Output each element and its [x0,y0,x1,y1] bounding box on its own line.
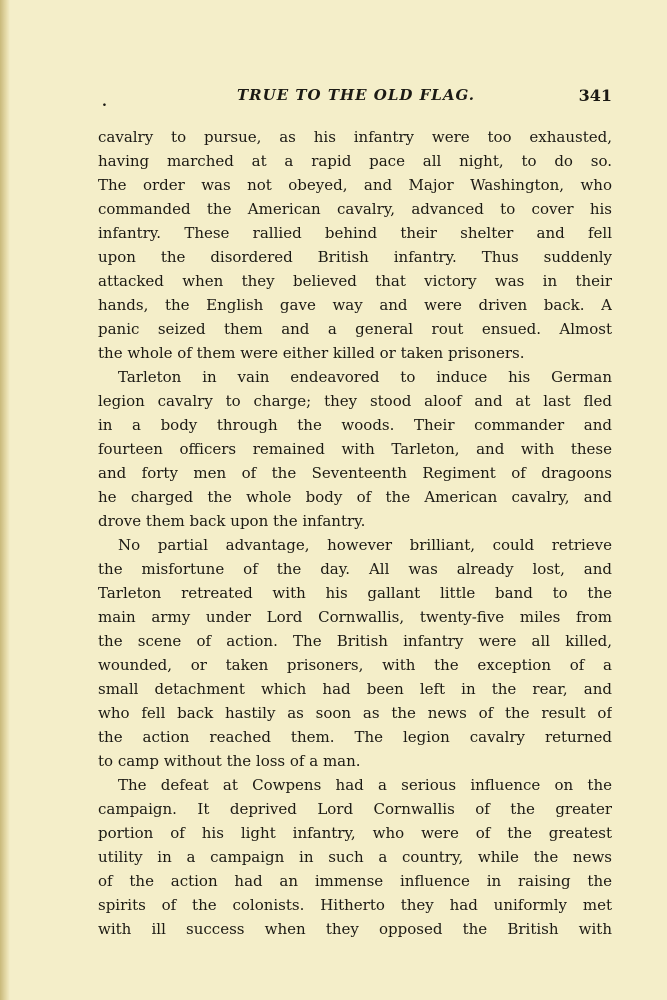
text-line: the scene of action. The British infantry were all killed, [98,632,612,650]
text-line: hands, the English gave way and were driven back. A [98,296,612,314]
text-line: of the action had an immense influence in raising the [98,872,612,890]
text-line: The order was not obeyed, and Major Washington, who [98,176,612,194]
text-line: fourteen officers remained with Tarleton, and with these [98,440,612,458]
text-line: campaign. It deprived Lord Cornwallis of the greater [98,800,612,818]
text-line: portion of his light infantry, who were of the greatest [98,824,612,842]
text-line: main army under Lord Cornwallis, twenty-five miles from [98,608,612,626]
running-header [100,86,612,112]
text-line: wounded, or taken prisoners, with the exception of a [98,656,612,674]
text-line: Tarleton retreated with his gallant little band to the [98,584,612,602]
text-line: with ill success when they opposed the British with [98,920,612,938]
text-line: utility in a campaign in such a country, while the news [98,848,612,866]
text-line: the whole of them were either killed or taken prisoners. [98,344,525,362]
page-edge [0,0,10,1000]
running-title: TRUE TO THE OLD FLAG. [237,86,475,104]
text-line: legion cavalry to charge; they stood aloof and at last fled [98,392,612,410]
text-line: the action reached them. The legion cavalry returned [98,728,612,746]
text-line: and forty men of the Seventeenth Regiment of dragoons [98,464,612,482]
text-line: having marched at a rapid pace all night, to do so. [98,152,612,170]
text-line: cavalry to pursue, as his infantry were too exhausted, [98,128,612,146]
text-line: drove them back upon the infantry. [98,512,366,530]
text-line: in a body through the woods. Their commander and [98,416,612,434]
paragraph-start: No partial advantage, however brilliant, could retrieve [118,536,612,554]
text-line: attacked when they believed that victory was in their [98,272,612,290]
paragraph-start: The defeat at Cowpens had a serious influence on the [118,776,612,794]
text-line: commanded the American cavalry, advanced to cover his [98,200,612,218]
text-line: spirits of the colonists. Hitherto they had uniformly met [98,896,612,914]
text-line: upon the disordered British infantry. Thus suddenly [98,248,612,266]
text-line: to camp without the loss of a man. [98,752,361,770]
text-line: infantry. These rallied behind their shelter and fell [98,224,612,242]
text-line: the misfortune of the day. All was already lost, and [98,560,612,578]
text-line: small detachment which had been left in the rear, and [98,680,612,698]
header-marker: . [102,94,107,110]
paragraph-start: Tarleton in vain endeavored to induce his German [118,368,612,386]
text-line: panic seized them and a general rout ensued. Almost [98,320,612,338]
text-line: he charged the whole body of the American cavalry, and [98,488,612,506]
body-text [98,125,612,941]
text-line: who fell back hastily as soon as the news of the result of [98,704,612,722]
page-number: 341 [578,86,612,105]
